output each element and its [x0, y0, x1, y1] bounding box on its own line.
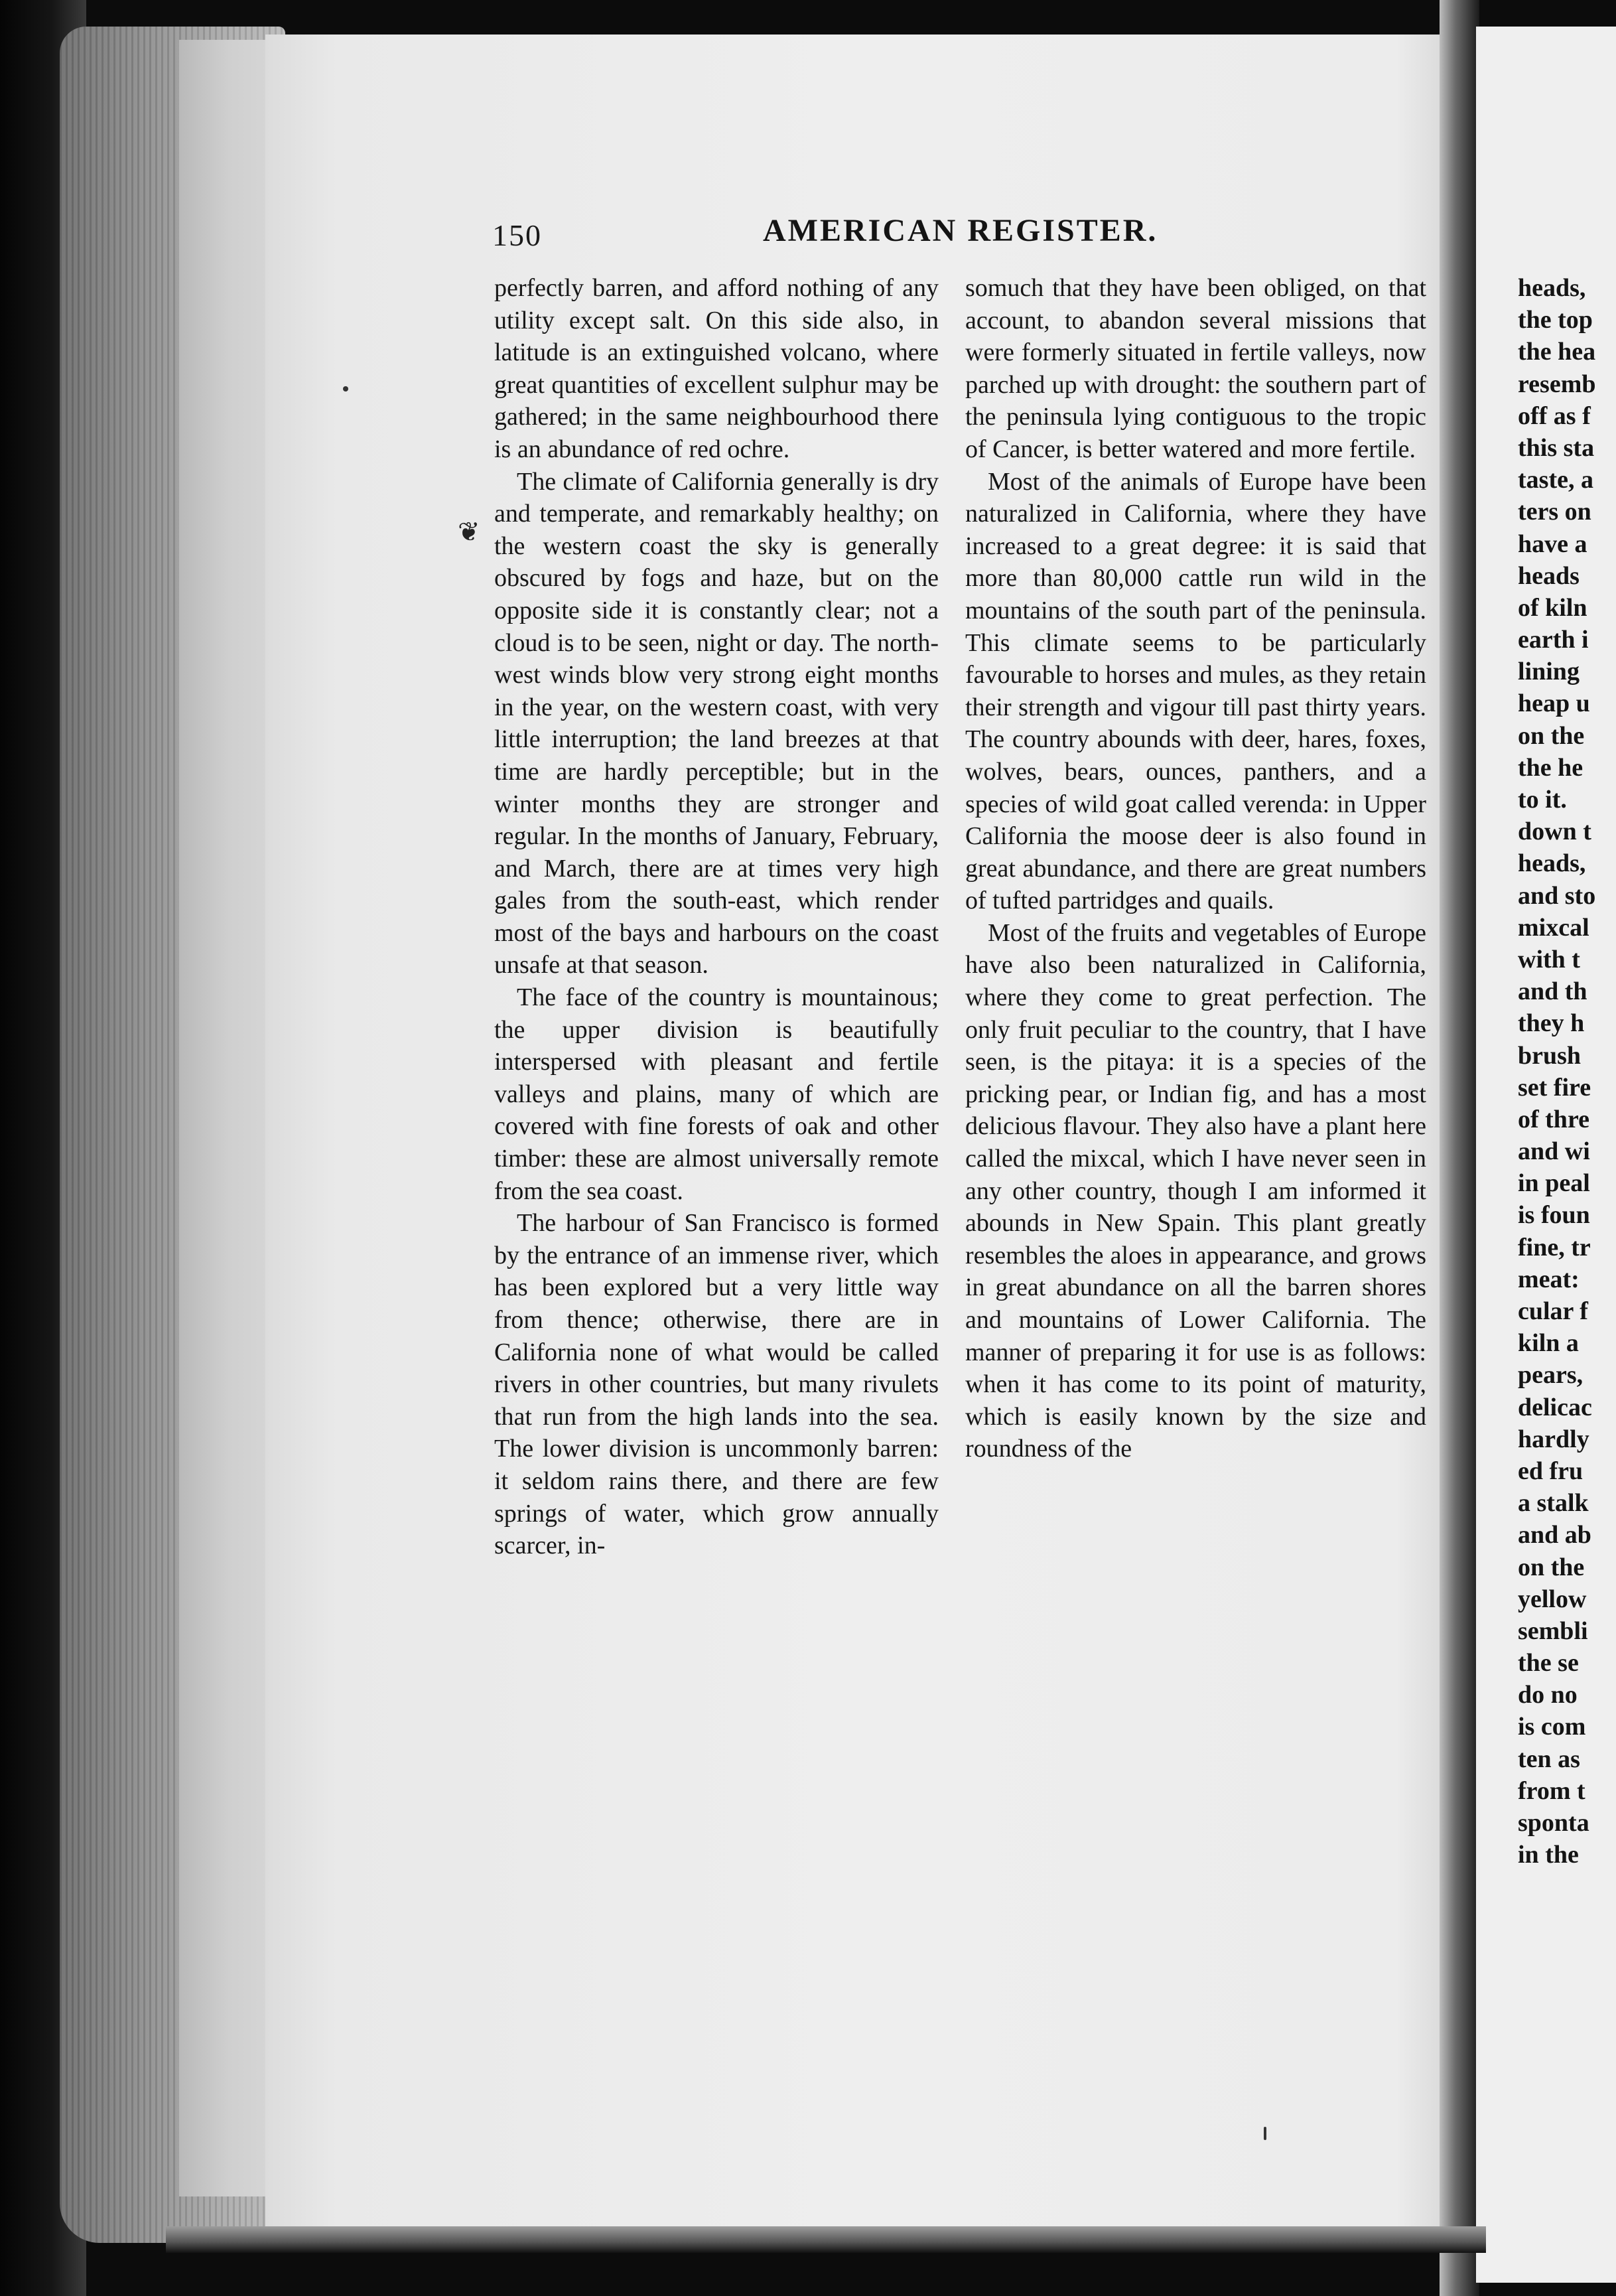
right-page-line: the he: [1518, 753, 1583, 782]
right-page-line: in peal: [1518, 1169, 1590, 1198]
right-page-line: have a: [1518, 530, 1587, 558]
right-page-line: delicac: [1518, 1393, 1592, 1421]
paragraph: perfectly barren, and afford nothing of any utility except salt. On this side also, in latitude is an extinguished volcano, where great quantities of excellent sulphur may be gathered; in the same neighbourhood there is an abundance of red ochre.: [494, 274, 939, 463]
right-page-line: lining: [1518, 658, 1580, 686]
right-page-line: brush: [1518, 1041, 1582, 1070]
right-page-line: a stalk: [1518, 1489, 1589, 1518]
right-page-line: they h: [1518, 1009, 1585, 1038]
right-page-line: sponta: [1518, 1809, 1589, 1837]
right-page-line: of kiln: [1518, 593, 1587, 622]
right-page-line: fine, tr: [1518, 1233, 1591, 1261]
right-page-line: yellow: [1518, 1585, 1587, 1613]
right-page-line: heads: [1518, 561, 1580, 590]
right-page-line: the top: [1518, 306, 1593, 334]
right-page-line: ed fru: [1518, 1457, 1583, 1485]
paragraph: The harbour of San Francisco is formed by the entrance of an immense river, which has been explored but a very little way from thence; otherwise, there are in California none of what would be called rivers in other countries, but many rivulets that run from the high lands into the sea. The lower division is uncommonly barren: it seldom rains there, and there are few springs of water, which grow annually scarcer, in-: [494, 1209, 939, 1560]
paragraph: The face of the country is mountainous; the upper division is beautifully interspersed with pleasant and fertile valleys and plains, many of which are covered with fine forests of oak and other timber: these are almost universally remote from the sea coast.: [494, 983, 939, 1205]
paragraph: somuch that they have been obliged, on that account, to abandon several missions that were formerly situated in fertile valleys, now parched up with drought: the southern part of the peninsula lying contiguous to the tropic of Cancer, is better watered and more fertile.: [965, 274, 1426, 463]
right-page-line: meat:: [1518, 1265, 1580, 1293]
paragraph: Most of the animals of Europe have been naturalized in California, where they have increased to a great degree: it is said that more than 80,000 cattle run wild in the mountains of the south part of the peninsula. This climate seems to be particularly favourable to horses and mules, as they retain their strength and vigour till past thirty years. The country abounds with deer, hares, foxes, wolves, bears, ounces, panthers, and a species of wild goat called verenda: in Upper California the moose deer is also found in great abundance, and there are great numbers of tufted partridges and quails.: [965, 467, 1426, 915]
paragraph: Most of the fruits and vegetables of Europe have also been naturalized in California, where they come to great perfection. The only fruit peculiar to the country, that I have seen, is the pitaya: it is a species of the pricking pear, or Indian fig, and has a most delicious flavour. They also have a plant here called the mixcal, which I have never seen in any other country, though I am informed it abounds in New Spain. This plant greatly resembles the aloes in appearance, and grows in great abundance on all the barren shores and mountains of Lower California. The manner of preparing it for use is as follows: when it has come to its point of maturity, which is easily known by the size and roundness of the: [965, 918, 1426, 1463]
page-stack-inner-edge: [179, 40, 279, 2196]
right-page-line: pears,: [1518, 1361, 1583, 1390]
right-page-line: to it.: [1518, 786, 1567, 814]
right-page-line: from t: [1518, 1776, 1585, 1805]
right-page-line: ten as: [1518, 1745, 1580, 1773]
right-page-line: sembli: [1518, 1616, 1588, 1645]
page-number: 150: [492, 218, 542, 252]
right-page-line: the se: [1518, 1649, 1579, 1678]
text-column-right: [965, 272, 1426, 1465]
right-page-line: is com: [1518, 1713, 1586, 1741]
right-page-line: mixcal: [1518, 913, 1589, 942]
right-page-line: do no: [1518, 1681, 1578, 1709]
right-page-line: hardly: [1518, 1425, 1589, 1453]
right-page-line: of thre: [1518, 1105, 1589, 1133]
right-page-line: and th: [1518, 977, 1587, 1006]
right-page-line: resemb: [1518, 370, 1596, 398]
spine-shadow: [1440, 0, 1479, 2296]
right-page-line: and sto: [1518, 881, 1596, 910]
right-page-line: heads,: [1518, 849, 1586, 878]
right-page-line: and ab: [1518, 1521, 1591, 1549]
text-column-left: [494, 272, 939, 1562]
right-page-line: the hea: [1518, 338, 1596, 366]
right-page-line: ters on: [1518, 498, 1591, 526]
right-page-line: on the: [1518, 1553, 1585, 1581]
right-page-line: kiln a: [1518, 1329, 1579, 1358]
page-bottom-edge: [166, 2226, 1486, 2253]
right-page-text-fragments: [1518, 272, 1616, 1871]
right-page-line: and wi: [1518, 1137, 1590, 1166]
right-page-line: off as f: [1518, 401, 1591, 430]
running-head: AMERICAN REGISTER.: [763, 213, 1158, 248]
right-page-line: heads,: [1518, 274, 1586, 302]
right-page-line: with t: [1518, 945, 1580, 973]
right-page-line: taste, a: [1518, 466, 1593, 494]
right-page-line: is foun: [1518, 1201, 1590, 1230]
right-page-line: on the: [1518, 721, 1585, 750]
ink-speck: [1264, 2127, 1266, 2140]
right-page-line: heap u: [1518, 689, 1590, 718]
right-page-line: this sta: [1518, 433, 1595, 462]
right-page-line: in the: [1518, 1841, 1579, 1869]
right-page-line: earth i: [1518, 626, 1589, 654]
right-page-line: set fire: [1518, 1073, 1591, 1102]
right-page-line: down t: [1518, 818, 1591, 846]
ink-speck: [343, 386, 348, 392]
paragraph: The climate of California generally is dry and temperate, and remarkably healthy; on the western coast the sky is generally obscured by fogs and haze, but on the opposite side it is constantly clear; not a cloud is to be seen, night or day. The north-west winds blow very strong eight months in the year, on the western coast, with very little interruption; the land breezes at that time are hardly perceptible; but in the winter months they are stronger and regular. In the months of January, February, and March, there are at times very high gales from the south-east, which render most of the bays and harbours on the coast unsafe at that season.: [494, 467, 939, 979]
margin-mark: ❦: [458, 517, 480, 547]
right-page-line: cular f: [1518, 1297, 1588, 1325]
